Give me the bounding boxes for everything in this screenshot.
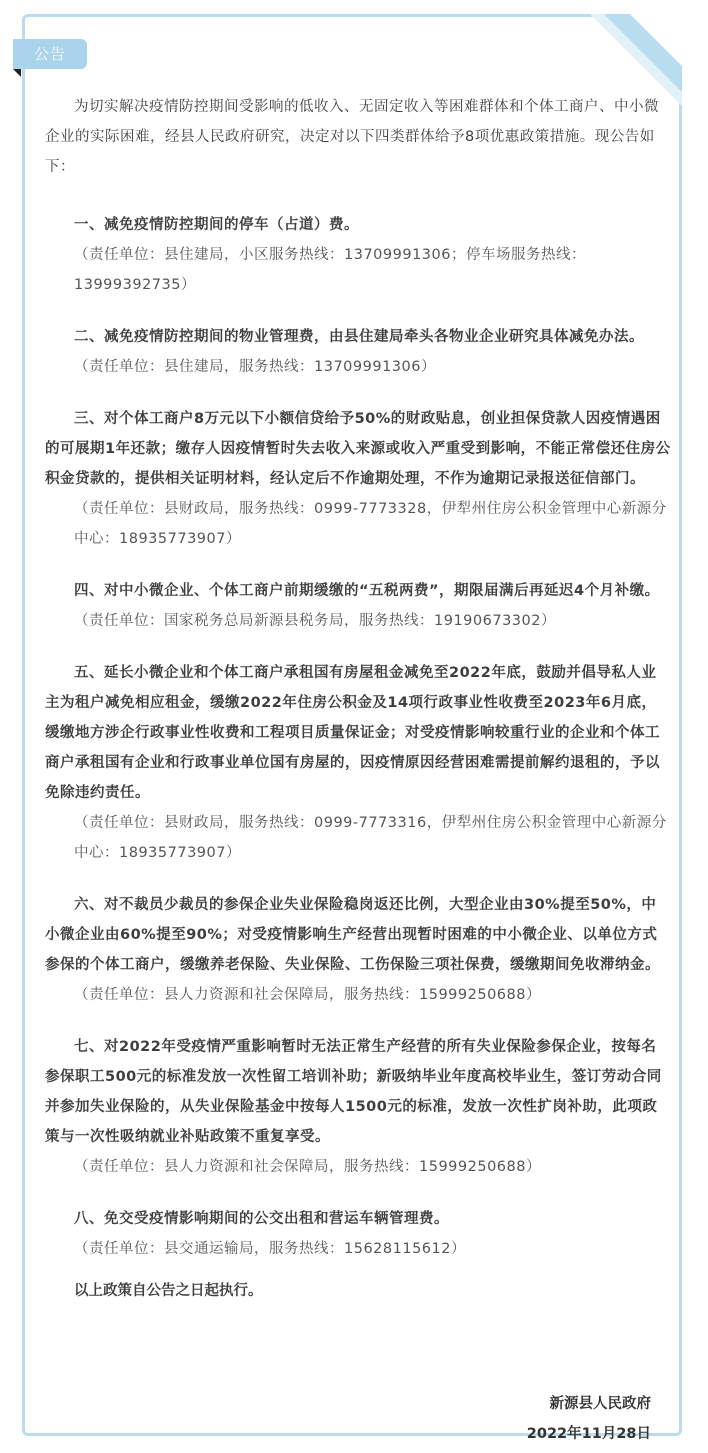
policy-responsibility: （责任单位：县人力资源和社会保障局，服务热线：15999250688） bbox=[74, 1159, 541, 1175]
policy-title: 五、延长小微企业和个体工商户承租国有房屋租金减免至2022年底，鼓励并倡导私人业主为租户减免相应租金，缓缴2022年住房公积金及14项行政事业性收费至2023年6月底，缓缴地方涉企行政事业性收费和工程项目质量保证金；对受疫情影响较重行业的企业和个体工商户承租国有企业和行政事业单位国有房屋的，因疫情原因经营困难需提前解约退租的，予以免除违约责任。 bbox=[45, 665, 660, 801]
notice-frame bbox=[22, 14, 682, 1442]
notice-body bbox=[45, 92, 671, 1306]
policy-title: 七、对2022年受疫情严重影响暂时无法正常生产经营的所有失业保险参保企业，按每名参保职工500元的标准发放一次性留工培训补助；新吸纳毕业年度高校毕业生，签订劳动合同并参加失业保险的，从失业保险基金中按每人1500元的标准，发放一次性扩岗补助，此项政策与一次性吸纳就业补贴政策不重复享受。 bbox=[45, 1039, 662, 1145]
policy-title: 四、对中小微企业、个体工商户前期缓缴的“五税两费”，期限届满后再延迟4个月补缴。 bbox=[74, 583, 660, 599]
policy-item bbox=[45, 658, 671, 868]
policy-title: 三、对个体工商户8万元以下小额信贷给予50%的财政贴息，创业担保贷款人因疫情遇困的可展期1年还款；缴存人因疫情暂时失去收入来源或收入严重受到影响，不能正常偿还住房公积金贷款的，提供相关证明材料，经认定后不作逾期处理，不作为逾期记录报送征信部门。 bbox=[45, 411, 671, 487]
policy-item bbox=[45, 576, 671, 636]
policy-responsibility: （责任单位：县财政局，服务热线：0999-7773328，伊犁州住房公积金管理中心新源分中心：18935773907） bbox=[74, 501, 667, 547]
policy-title: 六、对不裁员少裁员的参保企业失业保险稳岗返还比例，大型企业由30%提至50%，中小微企业由60%提至90%；对受疫情影响生产经营出现暂时困难的中小微企业、以单位方式参保的个体工商户，缓缴养老保险、失业保险、工伤保险三项社保费，缓缴期间免收滞纳金。 bbox=[45, 897, 660, 973]
signature-block bbox=[527, 1389, 651, 1449]
closing-statement: 以上政策自公告之日起执行。 bbox=[74, 1283, 263, 1299]
policy-responsibility: （责任单位：县人力资源和社会保障局，服务热线：15999250688） bbox=[74, 987, 541, 1003]
issue-date: 2022年11月28日 bbox=[526, 1426, 651, 1442]
policy-item bbox=[45, 1204, 671, 1264]
policy-item bbox=[45, 1032, 671, 1182]
policy-responsibility: （责任单位：县财政局，服务热线：0999-7773316，伊犁州住房公积金管理中心新源分中心：18935773907） bbox=[74, 815, 667, 861]
policy-item bbox=[45, 322, 671, 382]
tag-fold-decoration bbox=[13, 69, 21, 77]
policy-responsibility: （责任单位：县住建局，小区服务热线：13709991306；停车场服务热线：13999392735） bbox=[74, 247, 586, 293]
policy-item bbox=[45, 890, 671, 1010]
policy-item bbox=[45, 210, 671, 300]
policy-responsibility: （责任单位：县住建局，服务热线：13709991306） bbox=[74, 359, 436, 375]
intro-paragraph: 为切实解决疫情防控期间受影响的低收入、无固定收入等困难群体和个体工商户、中小微企业的实际困难，经县人民政府研究，决定对以下四类群体给予8项优惠政策措施。现公告如下： bbox=[45, 99, 659, 175]
policy-responsibility: （责任单位：国家税务总局新源县税务局，服务热线：19190673302） bbox=[74, 613, 556, 629]
policy-title: 一、减免疫情防控期间的停车（占道）费。 bbox=[74, 217, 359, 233]
notice-tag: 公告 bbox=[13, 39, 87, 69]
policy-title: 二、减免疫情防控期间的物业管理费，由县住建局牵头各物业企业研究具体减免办法。 bbox=[74, 329, 644, 345]
policy-item bbox=[45, 404, 671, 554]
policy-responsibility: （责任单位：县交通运输局，服务热线：15628115612） bbox=[74, 1241, 466, 1257]
issuer-name: 新源县人民政府 bbox=[549, 1396, 651, 1412]
policy-title: 八、免交受疫情影响期间的公交出租和营运车辆管理费。 bbox=[74, 1211, 449, 1227]
